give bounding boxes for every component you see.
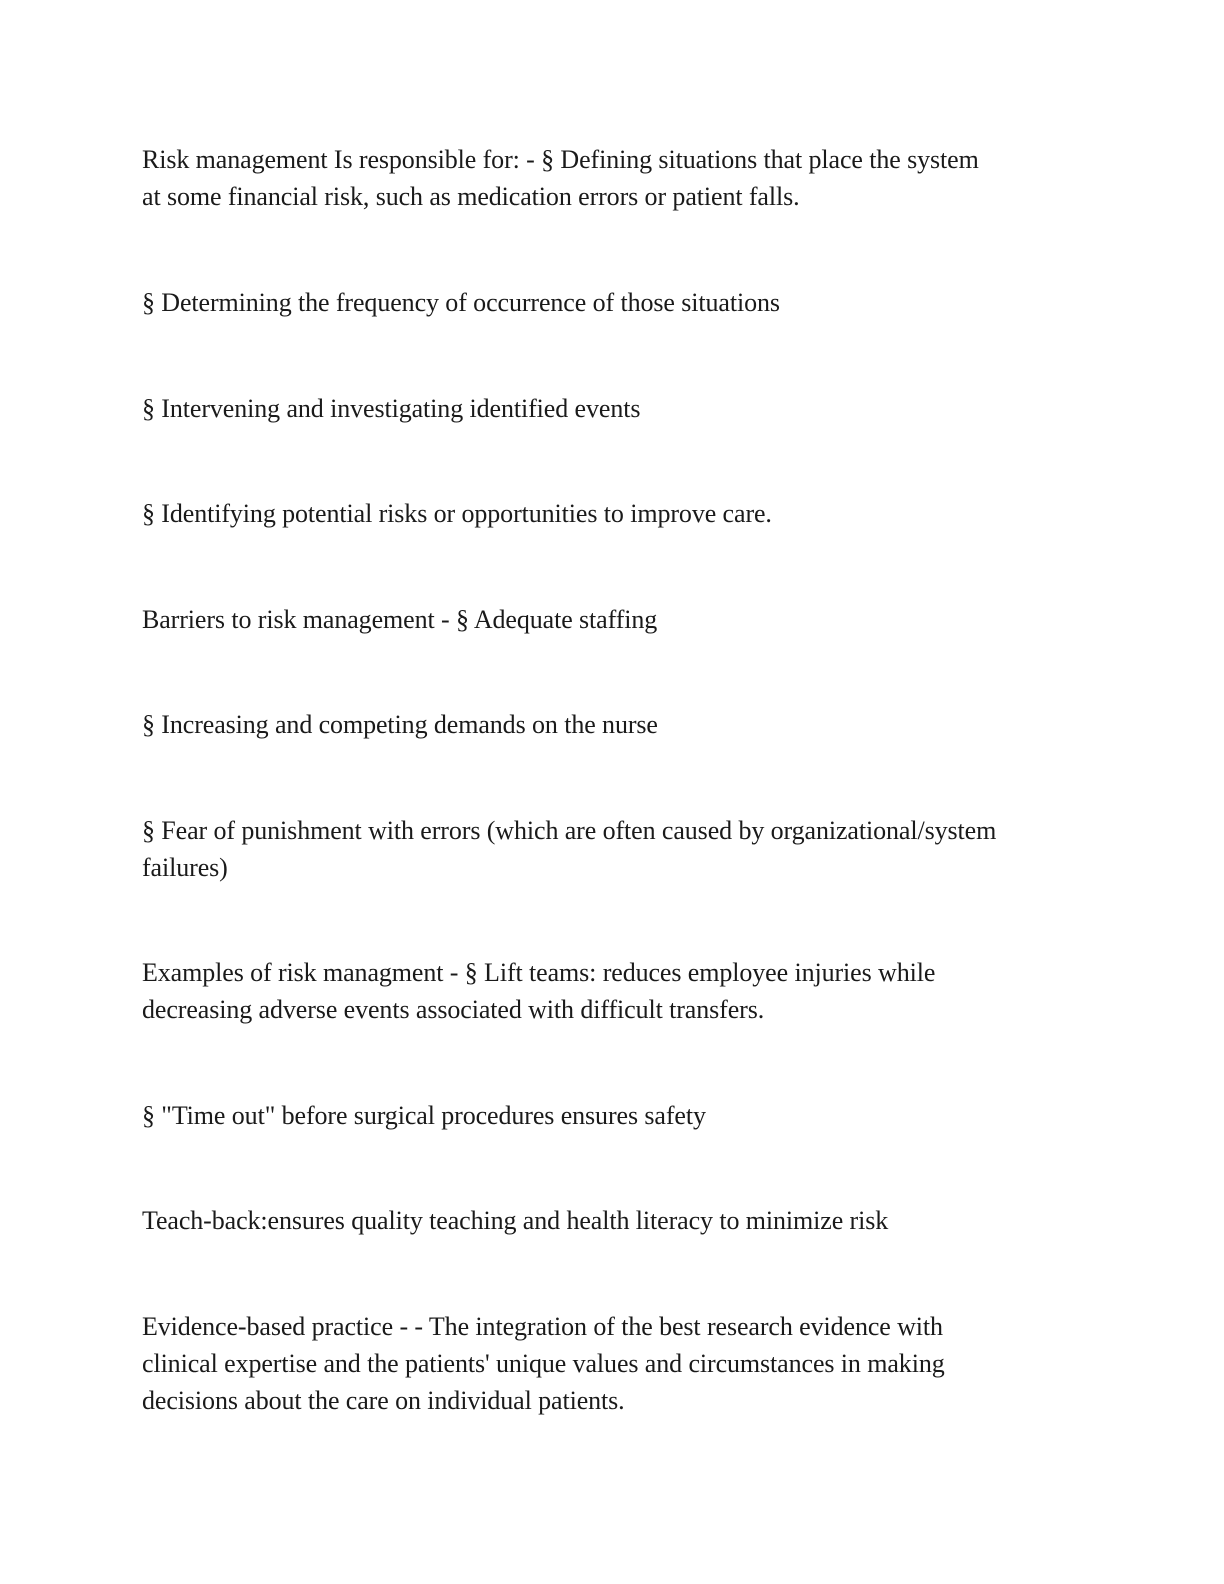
text-line: decisions about the care on individual patients.	[142, 1386, 625, 1415]
paragraph-risk-management	[142, 141, 979, 215]
text-line: § Increasing and competing demands on the nurse	[142, 710, 658, 739]
paragraph-bullet	[142, 1097, 706, 1134]
text-line: failures)	[142, 853, 228, 882]
paragraph-bullet	[142, 812, 996, 886]
text-line: Teach-back:ensures quality teaching and health literacy to minimize risk	[142, 1206, 889, 1235]
paragraph-barriers	[142, 601, 657, 638]
text-line: Evidence-based practice - - The integration of the best research evidence with	[142, 1312, 943, 1341]
paragraph-bullet	[142, 390, 640, 427]
text-line: § Fear of punishment with errors (which are often caused by organizational/system	[142, 816, 997, 845]
text-line: Risk management Is responsible for: - § Defining situations that place the system	[142, 145, 979, 174]
paragraph-bullet	[142, 495, 772, 532]
paragraph-bullet	[142, 706, 658, 743]
text-line: § Identifying potential risks or opportunities to improve care.	[142, 499, 772, 528]
text-line: § "Time out" before surgical procedures ensures safety	[142, 1101, 706, 1130]
paragraph-examples	[142, 954, 935, 1028]
text-line: Examples of risk managment - § Lift teams: reduces employee injuries while	[142, 958, 936, 987]
text-line: § Determining the frequency of occurrence of those situations	[142, 288, 780, 317]
text-line: § Intervening and investigating identified events	[142, 394, 641, 423]
paragraph-evidence-based-practice	[142, 1308, 945, 1419]
text-line: decreasing adverse events associated with difficult transfers.	[142, 995, 765, 1024]
paragraph-teach-back	[142, 1202, 888, 1239]
text-line: Barriers to risk management - § Adequate staffing	[142, 605, 658, 634]
paragraph-bullet	[142, 284, 780, 321]
text-line: clinical expertise and the patients' unique values and circumstances in making	[142, 1349, 945, 1378]
text-line: at some financial risk, such as medication errors or patient falls.	[142, 182, 800, 211]
